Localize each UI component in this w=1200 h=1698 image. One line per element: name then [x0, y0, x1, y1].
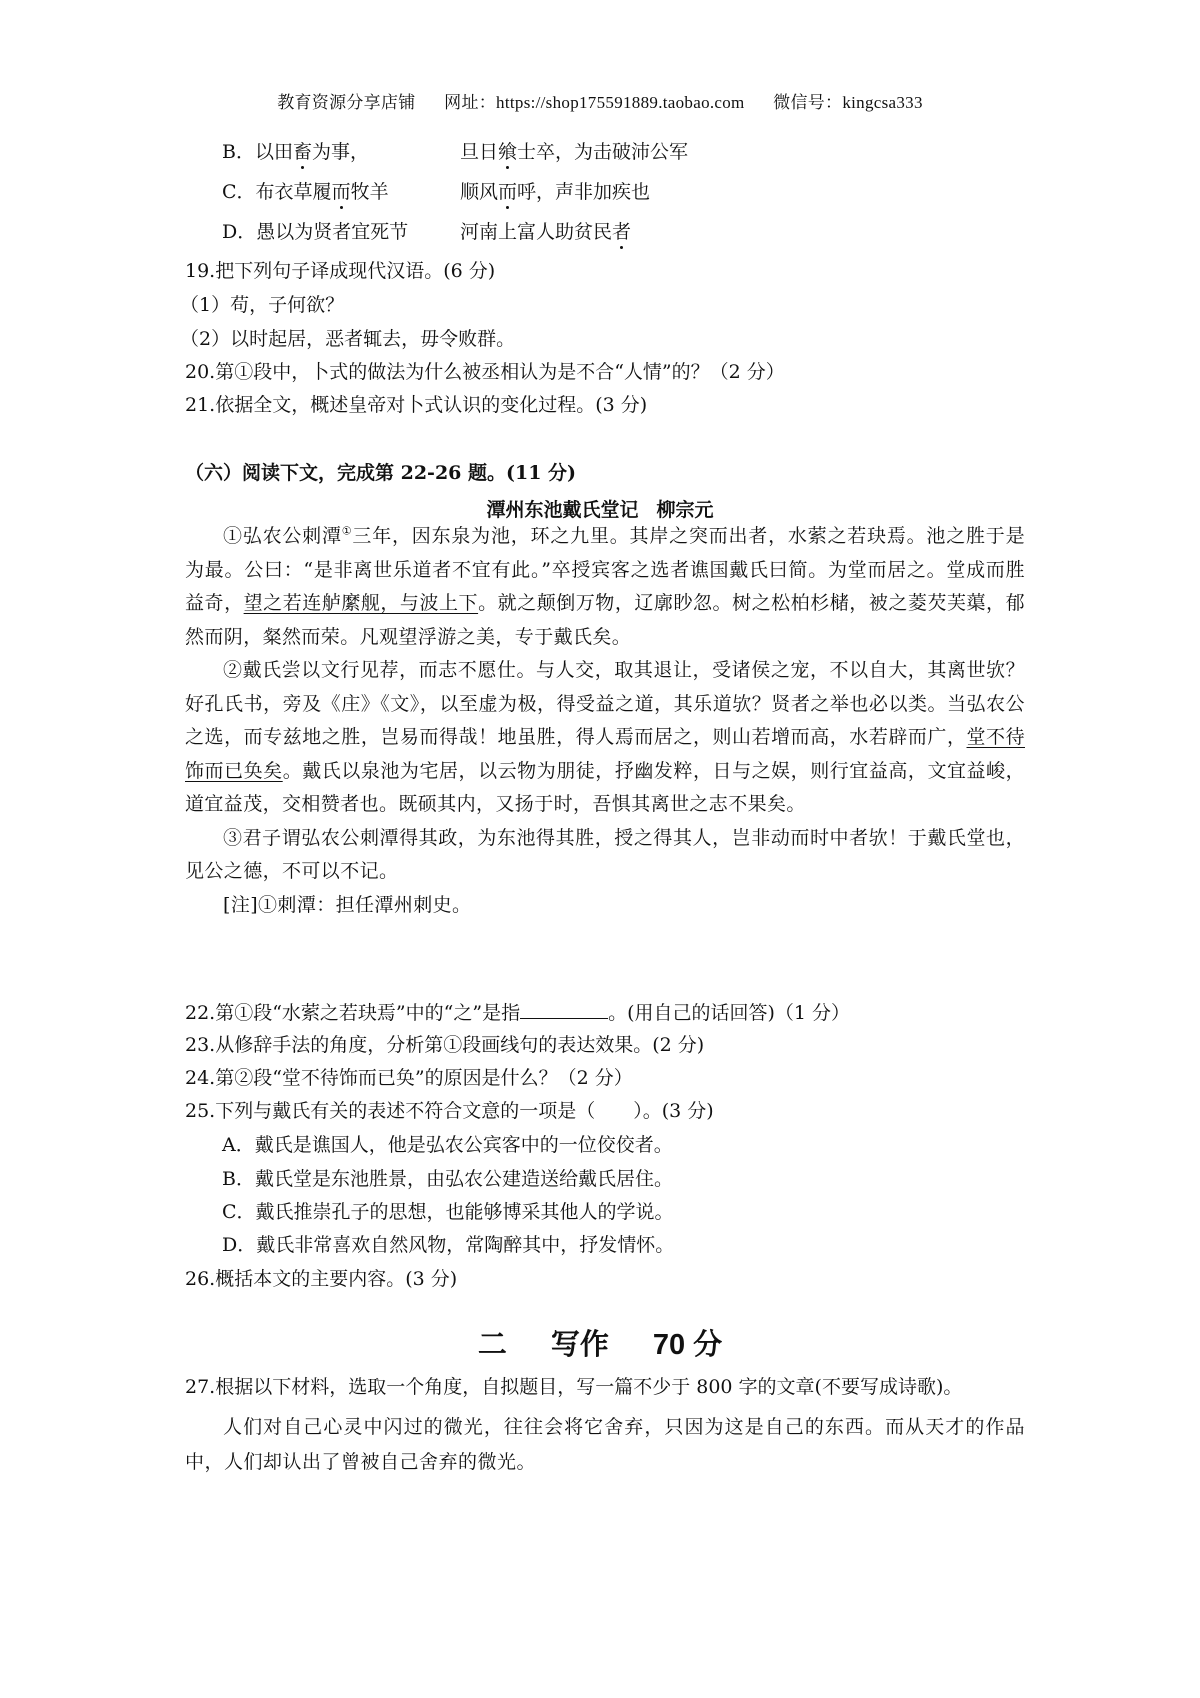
shop-name: 教育资源分享店铺: [277, 93, 416, 112]
article-title: [0, 495, 1200, 522]
shop-url: 网址：https://shop175591889.taobao.com: [444, 93, 745, 112]
question-23: 23.从修辞手法的角度，分析第①段画线句的表达效果。(2 分): [185, 1034, 705, 1056]
q18-option-d-left: D．愚以为贤者宜死节: [222, 221, 409, 243]
question-21: 21.依据全文，概述皇帝对卜式认识的变化过程。(3 分): [185, 394, 648, 416]
question-25-option-a: A．戴氏是谯国人，他是弘农公宾客中的一位佼佼者。: [222, 1134, 673, 1156]
question-25-option-b: B．戴氏堂是东池胜景，由弘农公建造送给戴氏居住。: [222, 1168, 673, 1190]
writing-section-title: 写作: [550, 1329, 609, 1361]
question-26: 26.概括本文的主要内容。(3 分): [185, 1268, 458, 1290]
article-paragraph-2: ②戴氏尝以文行见荐，而志不愿仕。与人交，取其退让，受诸侯之宠，不以自大，其离世欤？好孔氏书，旁及《庄》《文》，以至虚为极，得受益之道，其乐道欤？贤者之举也必以类。当弘农公之选，而专兹地之胜，岂易而得哉！地虽胜，得人焉而居之，则山若增而高，水若辟而广，堂不待饰而已奂矣。戴氏以泉池为宅居，以云物为朋徒，抒幽发粹，日与之娱，则行宜益高，文宜益峻，道宜益茂，交相赞者也。既硕其内，又扬于时，吾惧其离世之志不果矣。: [185, 659, 1025, 815]
article-author: 柳宗元: [656, 499, 714, 521]
writing-section-score: 70 分: [652, 1329, 723, 1361]
article-paragraph-3: ③君子谓弘农公刺潭得其政，为东池得其胜，授之得其人，岂非动而时中者欤！于戴氏堂也，见公之德，不可以不记。: [185, 826, 1025, 882]
wechat-id: 微信号：kingcsa333: [773, 93, 923, 112]
question-25-option-d: D．戴氏非常喜欢自然风物，常陶醉其中，抒发情怀。: [222, 1234, 675, 1256]
question-24: 24.第②段“堂不待饰而已奂”的原因是什么？（2 分）: [185, 1067, 633, 1089]
question-27: 27.根据以下材料，选取一个角度，自拟题目，写一篇不少于 800 字的文章(不要写成诗歌)。: [185, 1376, 963, 1398]
writing-section-heading: [0, 1322, 1200, 1363]
underlined-sentence-2: 堂不待饰而已奂矣: [185, 726, 1025, 782]
question-19: 19.把下列句子译成现代汉语。(6 分): [185, 260, 496, 282]
q18-option-b-right: 旦日飨士卒，为击破沛公军: [460, 141, 689, 163]
article-note: [注]①刺潭：担任潭州刺史。: [223, 893, 472, 916]
section-six-title: （六）阅读下文，完成第 22-26 题。(11 分): [185, 462, 577, 484]
question-25: 25.下列与戴氏有关的表述不符合文意的一项是（ ）。(3 分): [185, 1100, 714, 1122]
writing-section-number: 二: [477, 1329, 507, 1361]
article-body: [185, 520, 1025, 922]
q18-option-d-right: 河南上富人助贫民者: [460, 221, 632, 243]
answer-blank[interactable]: [520, 1000, 608, 1019]
question-20: 20.第①段中，卜式的做法为什么被丞相认为是不合“人情”的？（2 分）: [185, 361, 785, 383]
question-25-option-c: C．戴氏推崇孔子的思想，也能够博采其他人的学说。: [222, 1201, 674, 1223]
article-name: 潭州东池戴氏堂记: [486, 499, 639, 521]
article-paragraph-1: ①弘农公刺潭①三年，因东泉为池，环之九里。其岸之突而出者，水萦之若玦焉。池之胜于是为最。公曰：“是非离世乐道者不宜有此。”卒授宾客之选者谯国戴氏曰简。为堂而居之。堂成而胜益奇，望之若连舻縻舰，与波上下。就之颠倒万物，辽廓眇忽。树之松柏杉槠，被之菱芡芙蕖，郁然而阴，粲然而荣。凡观望浮游之美，专于戴氏矣。: [185, 524, 1025, 648]
question-22: 22.第①段“水萦之若玦焉”中的“之”是指 。(用自己的话回答)（1 分）: [185, 1002, 851, 1024]
page-header: [0, 88, 1200, 113]
q18-option-b-left: B．以田畜为事，: [222, 141, 370, 163]
question-19-2: （2）以时起居，恶者辄去，毋令败群。: [180, 328, 516, 350]
writing-material: 人们对自己心灵中闪过的微光，往往会将它舍弃，只因为这是自己的东西。而从天才的作品中，人们却认出了曾被自己舍弃的微光。: [185, 1416, 1025, 1473]
question-19-1: （1）苟，子何欲？: [180, 294, 345, 316]
q18-option-c-left: C．布衣草履而牧羊: [222, 181, 389, 203]
q18-option-c-right: 顺风而呼，声非加疾也: [460, 181, 651, 203]
underlined-sentence-1: 望之若连舻縻舰，与波上下: [243, 592, 479, 614]
